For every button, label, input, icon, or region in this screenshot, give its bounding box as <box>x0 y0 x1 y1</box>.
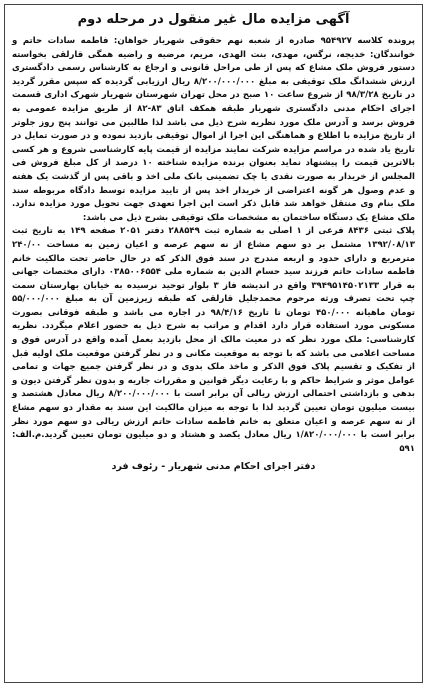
notice-frame <box>4 4 423 683</box>
notice-body <box>5 35 422 456</box>
notice-signature: دفتر اجرای احکام مدنی شهریار - رئوف فرد <box>111 461 316 473</box>
notice-paragraph: پرونده کلاسه ۹۵۴۹۲۷ صادره از شعبه نهم حقوقی شهریار خواهان: فاطمه سادات حاتم و خوانندگان: خدیجه، نرگس، مهدی، بنت الهدی، مریم، مرضیه و راضیه همگی قارلقی بخواسته دستور فروش ملک مشاع که پس از طی مراحل قانونی و ارجاع به کارشناس رسمی دادگستری ارزش ششدانگ ملک توقیفی به مبلغ ۸/۲۰۰/۰۰۰/۰۰۰ ریال ارزیابی گردیده که سپس مقرر گردید در تاریخ ۹۸/۳/۲۸ از شروع ساعت ۱۰ صبح در محل تهران شهرستان شهریار شهرک اداری قسمت اجرای احکام مدنی دادگستری شهریار طبقه همکف اتاق ۸۳-۸۲ از طریق مزایده عمومی به فروش برسد و آدرس ملک مورد نظریه شرح ذیل می باشد لذا طالبین می توانند پنج روز جلوتر از تاریخ مزایده با اطلاع و هماهنگی این اجرا از اموال توقیفی بازدید نموده و در صورت تمایل در تاریخ یاد شده در مراسم مزایده شرکت نمایند مزایده از قیمت پایه کارشناسی شروع و هر کسی بالاترین قیمت را پیشنهاد نماید بعنوان برنده مزایده شناخته ۱۰ درصد از کل مبلغ فروش فی المجلس از خریدار به صورت نقدی یا چک تضمینی بانک ملی اخذ و باقی پس از گذشت یک هفته و عدم وصول هر گونه اعتراضی از خریدار اخذ پس از تایید مزایده توسط دادگاه مربوطه سند ملک بنام وی منتقل خواهد شد قابل ذکر است این اجرا تعهدی جهت تحویل مورد مزایده ندارد. ملک مشاع یک دستگاه ساختمان به مشخصات ملک توقیفی بشرح ذیل می باشد: <box>12 36 416 223</box>
notice-title: آگهی مزایده مال غیر منقول در مرحله دوم <box>77 12 350 27</box>
notice-paragraph: پلاک ثبتی ۸۴۳۶ فرعی از ۱ اصلی به شماره ثبت ۲۸۸۵۴۹ دفتر ۲۰۵۱ صفحه ۱۴۹ به تاریخ ثبت ۱۳۹۲/۰۸/۱۳ مشتمل بر دو سهم مشاع از نه سهم عرصه و اعیان زمین به مساحت ۲۴۰/۰۰ مترمربع و دارای حدود و اربعه مندرج در سند فوق الذکر که در حال حاضر تحت مالکیت خانم فاطمه سادات حاتم فرزند سید حسام الدین به شماره ملی ۰۳۸۵۰۰۶۵۵۴ دارای مختصات جهانی به قرار ۳۹۴۹۵۱۴۵۰۲۱۳۳ واقع در اندیشه فاز ۳ بلوار توحید نرسیده به خیابان بهارستان سمت چپ تحت تصرف ورثه مرحوم محمدجلیل قارلقی که طبقه زیرزمین آن به مبلغ ۵۵/۰۰۰/۰۰۰ تومان ماهیانه ۴۵۰/۰۰۰ تومان تا تاریخ ۹۸/۴/۱۶ در اجاره می باشد و طبقه فوقانی بصورت مسکونی مورد استفاده قرار دارد اقدام و مراتب به شرح ذیل به حضور اعلام میگردد. نظریه کارشناسی: ملک مورد نظر که در معیت مالک از محل بازدید بعمل آمده واقع در آدرس فوق و مساحت اعلامی می باشد که با توجه به موقعیت مکانی و در نظر گرفتن موقعیت ملک اولیه قبل از تفکیک و تقسیم پلاک فوق الذکر و ماخذ ملک بدوی و در نظر گرفتن جمیع جهات و تمامی عوامل موثر و شرایط حاکم و با رعایت دیگر قوانین و مقررات جاریه و بدون نظر گرفتن دیون و بدهی و بازداشتی احتمالی ارزش ریالی آن برابر است با ۸/۲۰۰/۰۰۰/۰۰۰ ریال معادل هشتصد و بیست میلیون تومان تعیین گردید لذا با توجه به میزان مالکیت این سند به مقدار دو سهم مشاع از نه سهم عرصه و اعیان متعلق به خانم فاطمه سادات حاتم ارزش ریالی دو سهم مورد نظر برابر است با ۱/۸۲۰/۰۰۰/۰۰۰ ریال معادل یکصد و هشتاد و دو میلیون تومان تعیین گردید.م.الف: ۵۹۱ <box>12 226 416 454</box>
